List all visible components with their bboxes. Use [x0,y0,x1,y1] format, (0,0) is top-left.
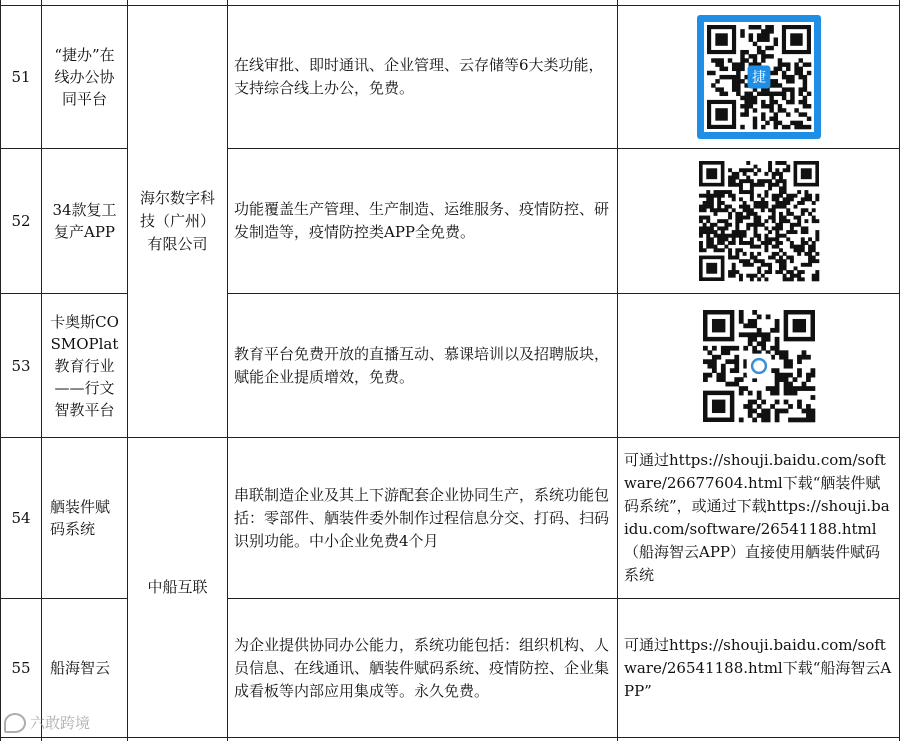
product-description: 为企业提供协同办公能力，系统功能包括：组织机构、人员信息、在线通讯、舾装件赋码系统、疫情防控、企业集成看板等内部应用集成等。永久免费。 [234,635,610,700]
product-description: 在线审批、即时通讯、企业管理、云存储等6大类功能，支持综合线上办公，免费。 [234,56,604,97]
row-number: 55 [11,659,31,677]
watermark-logo-icon [4,713,26,733]
qr-code-cell [618,6,899,148]
haier-apps-qr-code[interactable] [697,159,821,283]
row-number: 54 [11,509,31,527]
product-name: 舾装件赋码系统 [50,498,111,538]
svg-text:捷: 捷 [751,70,766,86]
product-name: 船海智云 [50,659,111,677]
product-description: 功能覆盖生产管理、生产制造、运维服务、疫情防控、研发制造等，疫情防控类APP全免费。 [234,200,610,241]
row-number: 52 [11,212,31,230]
product-name: 34款复工复产APP [52,201,117,241]
product-description: 串联制造企业及其上下游配套企业协同生产，系统功能包括：零部件、舾装件委外制作过程信息分交、打码、扫码识别功能。中小企业免费4个月 [234,485,610,550]
download-note: 可通过https://shouji.baidu.com/software/26677604.html下载“舾装件赋码系统”，或通过下载https://shouji.baidu.com/software/26541188.html （船海智云APP）直接使用舾装件赋码系统 [624,451,890,584]
product-name: “捷办”在线办公协同平台 [54,46,115,108]
company-name: 中船互联 [147,578,208,596]
watermark [4,712,90,733]
row-number: 51 [11,68,31,86]
watermark-text: 六敢跨境 [30,714,91,732]
company-name: 海尔数字科技（广州）有限公司 [139,189,215,253]
qr-code-cell [618,294,899,437]
product-name: 卡奥斯COSMOPlat教育行业——行文智教平台 [50,312,119,419]
cosmoplat-qr-code[interactable] [699,306,819,426]
download-note: 可通过https://shouji.baidu.com/software/26541188.html下载“船海智云APP” [624,635,892,700]
product-description: 教育平台免费开放的直播互动、慕课培训以及招聘版块，赋能企业提质增效，免费。 [234,344,610,386]
row-number: 53 [11,356,31,375]
qr-code-cell [618,149,899,293]
jieban-qr-code[interactable] [697,15,821,139]
